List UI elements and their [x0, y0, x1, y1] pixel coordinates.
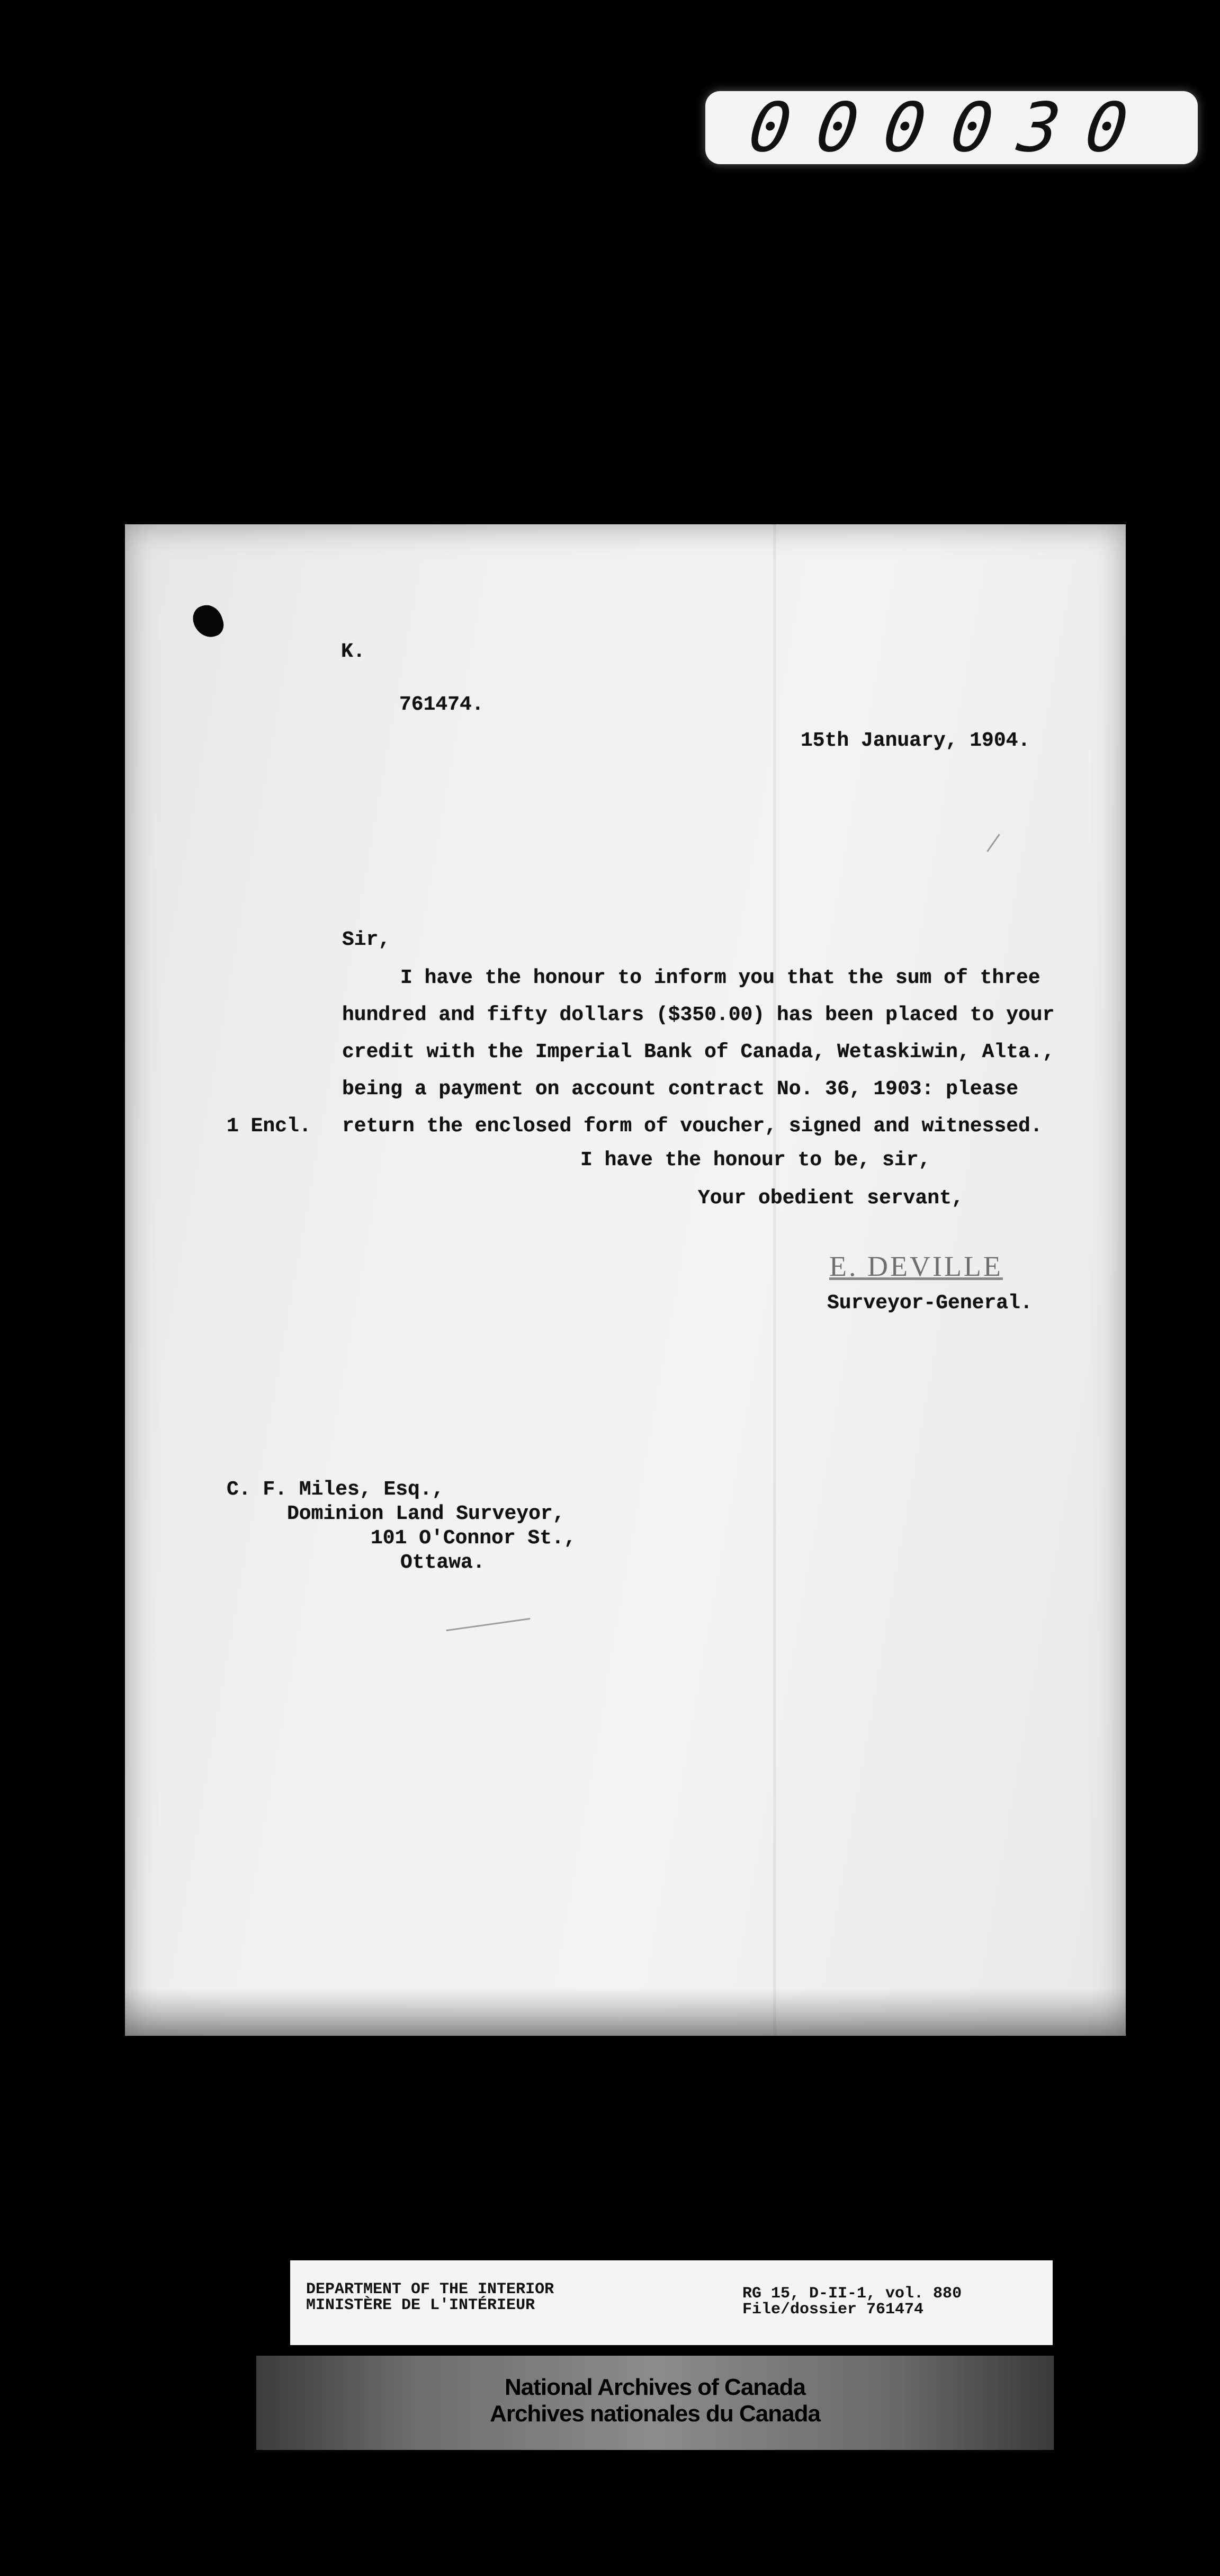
frame-number: 000030	[744, 88, 1159, 167]
letter-page	[125, 524, 1126, 2036]
archive-reference: RG 15, D-II-1, vol. 880	[742, 2285, 962, 2303]
closing-line: I have the honour to be, sir,	[580, 1149, 931, 1171]
address-line: Ottawa.	[400, 1551, 485, 1574]
letter-date: 15th January, 1904.	[801, 729, 1030, 752]
body-line: being a payment on account contract No. 36, 1903: please	[342, 1078, 1019, 1101]
closing-line: Your obedient servant,	[698, 1187, 964, 1210]
stray-mark	[446, 1618, 531, 1631]
file-number: 761474.	[399, 693, 484, 716]
page-edge-shade	[125, 1988, 1126, 2036]
signature: E. DEVILLE	[829, 1250, 1003, 1282]
address-line: C. F. Miles, Esq.,	[227, 1478, 444, 1501]
frame-counter	[705, 88, 1198, 167]
department-english: DEPARTMENT OF THE INTERIOR	[306, 2280, 554, 2298]
stray-mark	[986, 834, 1000, 852]
salutation: Sir,	[342, 928, 391, 951]
body-line: credit with the Imperial Bank of Canada, Wetaskiwin, Alta.,	[342, 1041, 1055, 1063]
body-line: I have the honour to inform you that the sum of three	[400, 967, 1040, 989]
address-line: 101 O'Connor St.,	[371, 1527, 576, 1550]
stamp-line-english: National Archives of Canada	[505, 2374, 805, 2400]
stamp-line-french: Archives nationales du Canada	[490, 2401, 820, 2427]
archive-reference-label	[290, 2260, 1053, 2345]
address-line: Dominion Land Surveyor,	[287, 1502, 565, 1525]
enclosure-note: 1 Encl.	[227, 1115, 311, 1138]
punch-hole	[190, 601, 227, 641]
body-line: return the enclosed form of voucher, signed and witnessed.	[342, 1115, 1043, 1138]
department-french: MINISTÈRE DE L'INTÉRIEUR	[306, 2296, 535, 2314]
page-fold	[773, 524, 776, 2036]
archive-file: File/dossier 761474	[742, 2301, 924, 2319]
signatory-title: Surveyor-General.	[827, 1292, 1033, 1314]
body-line: hundred and fifty dollars ($350.00) has been placed to your	[342, 1004, 1055, 1026]
letter-initial: K.	[341, 640, 365, 663]
national-archives-stamp	[256, 2356, 1054, 2450]
